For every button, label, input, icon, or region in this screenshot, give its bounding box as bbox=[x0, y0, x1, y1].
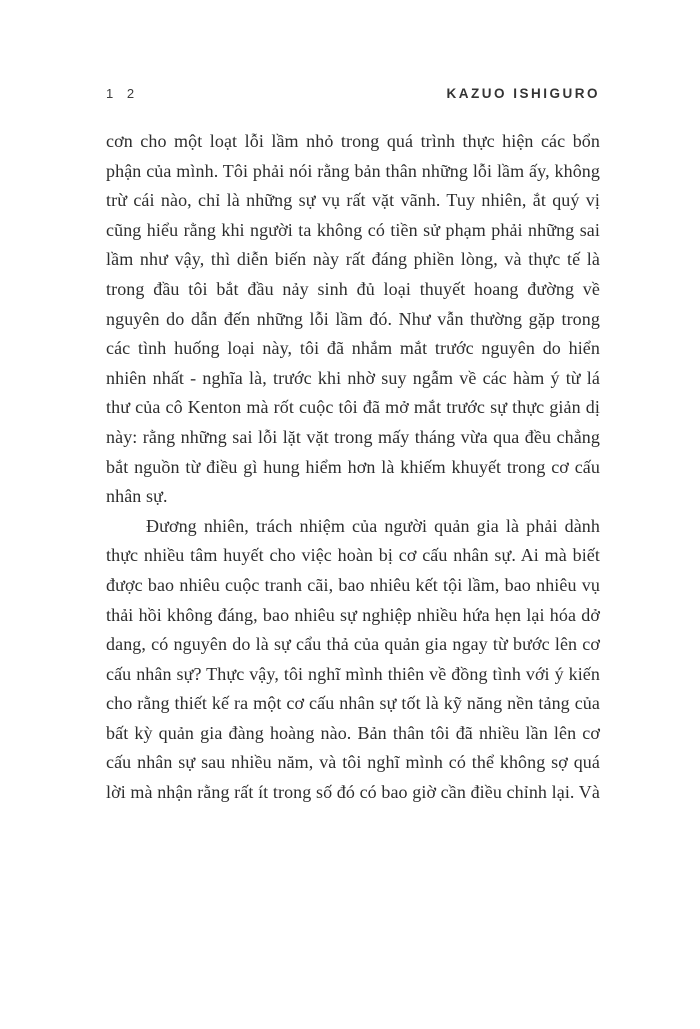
running-head-author: KAZUO ISHIGURO bbox=[446, 86, 600, 101]
paragraph: Đương nhiên, trách nhiệm của người quản gia là phải dành thực nhiều tâm huyết cho việc hoàn bị cơ cấu nhân sự. Ai mà biết được bao nhiêu cuộc tranh cãi, bao nhiêu kết tội lầm, bao nhiêu vụ thải hồi không đáng, bao nhiêu sự nghiệp nhiều hứa hẹn lại hóa dở dang, có nguyên do là sự cẩu thả của quản gia ngay từ bước lên cơ cấu nhân sự? Thực vậy, tôi nghĩ mình thiên về đồng tình với ý kiến cho rằng thiết kế ra một cơ cấu nhân sự tốt là kỹ năng nền tảng của bất kỳ quản gia đàng hoàng nào. Bản thân tôi đã nhiều lần lên cơ cấu nhân sự sau nhiều năm, và tôi nghĩ mình có thể không sợ quá lời mà nhận rằng rất ít trong số đó có bao giờ cần điều chỉnh lại. Và bbox=[106, 515, 600, 803]
page-number: 1 2 bbox=[106, 86, 140, 101]
paragraph-continuation: cơn cho một loạt lỗi lầm nhỏ trong quá trình thực hiện các bổn phận của mình. Tôi phải nói rằng bản thân những lỗi lầm ấy, không trừ cái nào, chỉ là những sự vụ rất vặt vãnh. Tuy nhiên, ắt quý vị cũng hiểu rằng khi người ta không có tiền sử phạm phải những sai lầm như vậy, thì diễn biến này rất đáng phiền lòng, và thực tế là trong đầu tôi bắt đầu nảy sinh đủ loại thuyết hoang đường về nguyên do dẫn đến những lỗi lầm đó. Như vẫn thường gặp trong các tình huống loại này, tôi đã nhắm mắt trước nguyên do hiển nhiên nhất - nghĩa là, trước khi nhờ suy ngẫm về các hàm ý từ lá thư của cô Kenton mà rốt cuộc tôi đã mở mắt trước sự thực giản dị này: rằng những sai lỗi lặt vặt trong mấy tháng vừa qua đều chẳng bắt nguồn từ điều gì hung hiểm hơn là khiếm khuyết trong cơ cấu nhân sự. bbox=[106, 131, 600, 507]
body-text bbox=[106, 127, 600, 808]
page-header bbox=[106, 86, 600, 101]
